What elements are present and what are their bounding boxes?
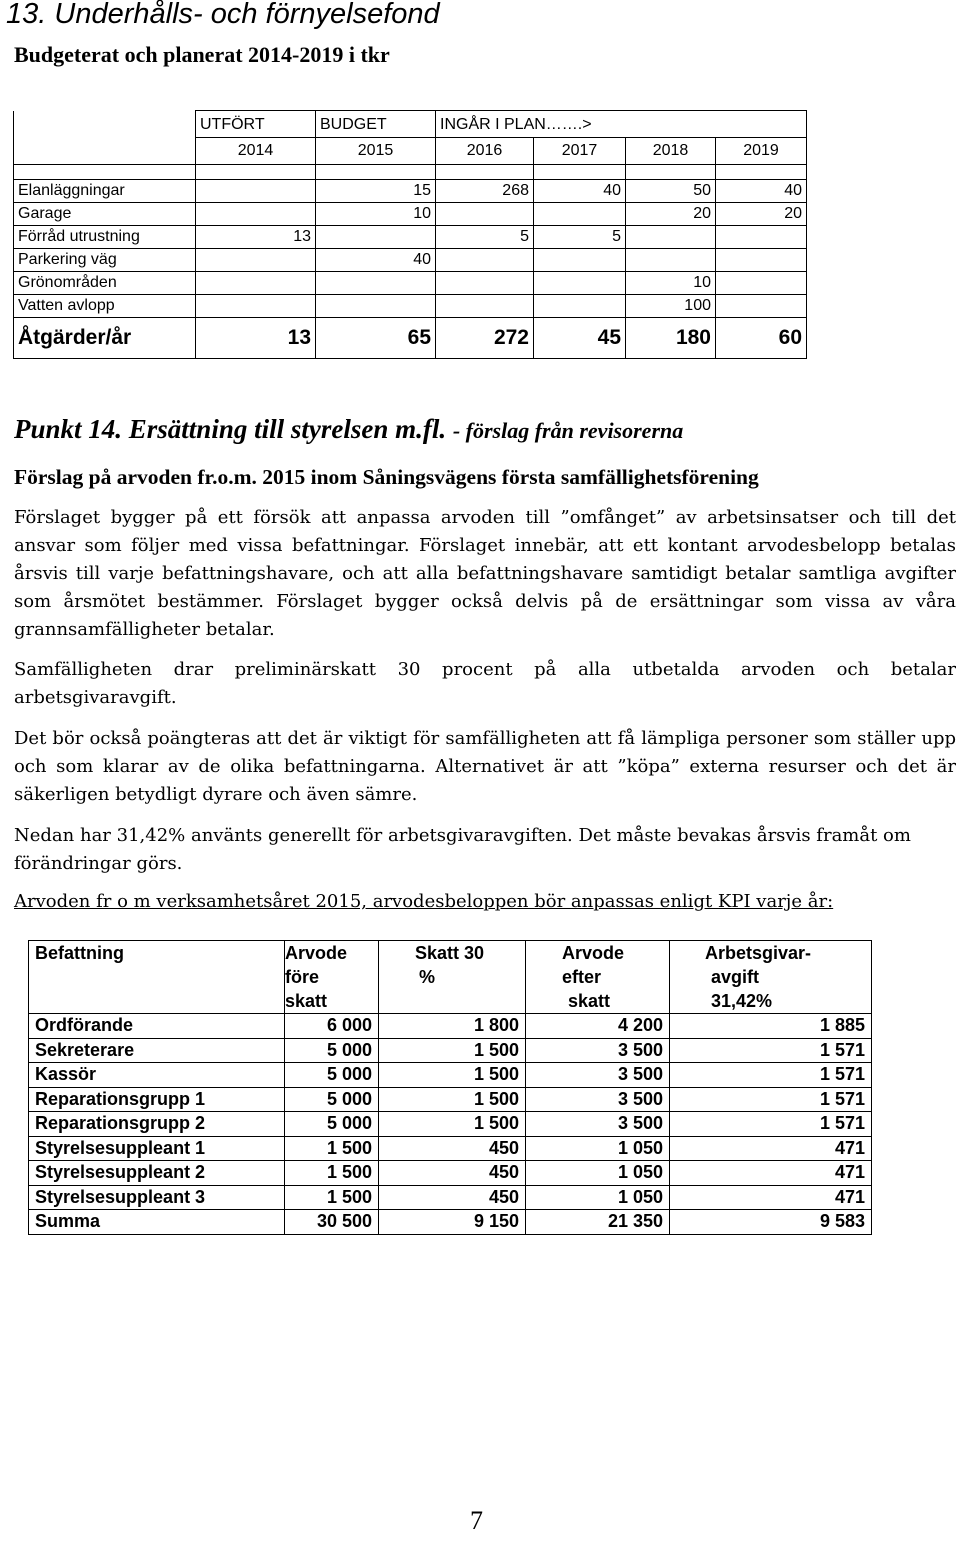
- fee-position: Styrelsesuppleant 2: [29, 1161, 285, 1186]
- budget-cell: [436, 295, 534, 318]
- fee-cell: 1 050: [526, 1161, 670, 1186]
- fee-position: Styrelsesuppleant 1: [29, 1136, 285, 1161]
- budget-cell: [196, 295, 316, 318]
- budget-cell: [316, 272, 436, 295]
- budget-row-label: Parkering väg: [14, 249, 196, 272]
- fee-cell: 6 000: [285, 1014, 379, 1039]
- fee-row: [29, 1014, 872, 1039]
- budget-cell: 180: [626, 318, 716, 359]
- fee-row: [29, 1087, 872, 1112]
- budget-row-label: Förråd utrustning: [14, 226, 196, 249]
- budget-cell: 65: [316, 318, 436, 359]
- budget-row: [14, 226, 807, 249]
- fee-header-line: Arbetsgivar-: [705, 943, 812, 963]
- fee-cell: 1 571: [670, 1087, 872, 1112]
- fee-cell: 5 000: [285, 1087, 379, 1112]
- fee-cell: 3 500: [526, 1087, 670, 1112]
- fee-cell: 1 500: [285, 1161, 379, 1186]
- fee-cell: 1 885: [670, 1014, 872, 1039]
- status-label: INGÅR I PLAN…….>: [436, 111, 807, 138]
- fee-cell: 1 500: [379, 1087, 526, 1112]
- budget-corner-cell: [14, 138, 196, 165]
- budget-cell: [316, 295, 436, 318]
- fee-cell: 1 500: [379, 1038, 526, 1063]
- fee-row: [29, 1112, 872, 1137]
- fee-position: Reparationsgrupp 2: [29, 1112, 285, 1137]
- punkt-title: Punkt 14. Ersättning till styrelsen m.fl.: [14, 414, 447, 444]
- fee-position: Sekreterare: [29, 1038, 285, 1063]
- fee-cell: 5 000: [285, 1063, 379, 1088]
- section-title: Underhålls- och förnyelsefond: [54, 0, 440, 30]
- budget-cell: 20: [716, 203, 807, 226]
- budget-cell: 40: [316, 249, 436, 272]
- paragraph-tax: Samfälligheten drar preliminärskatt 30 procent på alla utbetalda arvoden och betalar arbetsgivaravgift.: [14, 659, 956, 708]
- fee-position: Reparationsgrupp 1: [29, 1087, 285, 1112]
- year-header: 2016: [436, 138, 534, 165]
- budget-cell: [534, 272, 626, 295]
- budget-cell: 100: [626, 295, 716, 318]
- fee-cell: 1 050: [526, 1185, 670, 1210]
- budget-row: [14, 203, 807, 226]
- fee-cell: 1 500: [285, 1185, 379, 1210]
- budget-cell: [716, 226, 807, 249]
- fee-row: [29, 1161, 872, 1186]
- fee-position: Ordförande: [29, 1014, 285, 1039]
- fee-position: Styrelsesuppleant 3: [29, 1185, 285, 1210]
- budget-cell: [534, 295, 626, 318]
- budget-cell: [534, 249, 626, 272]
- budget-row: [14, 295, 807, 318]
- budget-row-label: Elanläggningar: [14, 180, 196, 203]
- fee-header-line: %: [419, 967, 436, 987]
- budget-cell: 272: [436, 318, 534, 359]
- paragraph-fee-intro: Arvoden fr o m verksamhetsåret 2015, arvodesbeloppen bör anpassas enligt KPI varje år:: [14, 891, 834, 912]
- budget-table: [13, 110, 807, 359]
- fee-header-line: skatt: [568, 991, 611, 1011]
- proposal-title: Förslag på arvoden fr.o.m. 2015 inom Såningsvägens första samfällighetsförening: [14, 465, 759, 489]
- fee-header-line: Skatt 30: [415, 943, 485, 963]
- fee-cell: 5 000: [285, 1038, 379, 1063]
- budget-cell: [196, 203, 316, 226]
- punkt-heading: [14, 414, 683, 445]
- budget-row-label: Vatten avlopp: [14, 295, 196, 318]
- budget-row-label: Garage: [14, 203, 196, 226]
- year-header: 2018: [626, 138, 716, 165]
- fee-cell: 450: [379, 1136, 526, 1161]
- fee-header-cell: [670, 941, 872, 1014]
- budget-cell: 15: [316, 180, 436, 203]
- page-number: 7: [470, 1506, 483, 1535]
- fee-cell: 1 050: [526, 1136, 670, 1161]
- budget-cell: [716, 249, 807, 272]
- fee-cell: 471: [670, 1185, 872, 1210]
- fee-table-body: [29, 941, 872, 1235]
- fee-row: [29, 1185, 872, 1210]
- fee-position: Kassör: [29, 1063, 285, 1088]
- fee-header-line: Arvode: [562, 943, 625, 963]
- budget-cell: [436, 249, 534, 272]
- budget-cell: [436, 203, 534, 226]
- budget-cell: [196, 180, 316, 203]
- fee-cell: 1 571: [670, 1063, 872, 1088]
- budget-status-row: [14, 111, 807, 138]
- fee-cell: 471: [670, 1161, 872, 1186]
- fee-table: [28, 940, 872, 1235]
- fee-cell: 5 000: [285, 1112, 379, 1137]
- budget-cell: 10: [316, 203, 436, 226]
- fee-cell: 9 583: [670, 1210, 872, 1235]
- fee-header-row: [29, 941, 872, 1014]
- fee-cell: 30 500: [285, 1210, 379, 1235]
- budget-cell: [626, 226, 716, 249]
- budget-cell: 5: [436, 226, 534, 249]
- budget-year-row: [14, 138, 807, 165]
- fee-header-cell: [285, 941, 379, 1014]
- paragraph-importance: Det bör också poängteras att det är viktigt för samfälligheten att få lämpliga personer som ställer upp och som klarar av de olika befattningarna. Alternativet är att ”köpa” externa resurser och det är säkerligen betydligt dyrare och även sämre.: [14, 728, 956, 805]
- fee-cell: 1 571: [670, 1112, 872, 1137]
- section-heading: [6, 0, 440, 31]
- budget-cell: 13: [196, 318, 316, 359]
- fee-header-cell: [29, 941, 285, 1014]
- fee-cell: 3 500: [526, 1063, 670, 1088]
- budget-total-row: [14, 318, 807, 359]
- year-header: 2014: [196, 138, 316, 165]
- budget-cell: 50: [626, 180, 716, 203]
- fee-cell: 4 200: [526, 1014, 670, 1039]
- fee-header-line: avgift: [711, 967, 760, 987]
- fee-header-cell: [379, 941, 526, 1014]
- fee-cell: 450: [379, 1161, 526, 1186]
- budget-spacer-row: [14, 165, 807, 180]
- budget-cell: [196, 272, 316, 295]
- budget-cell: 40: [716, 180, 807, 203]
- budget-cell: [716, 295, 807, 318]
- budget-cell: [626, 249, 716, 272]
- budget-cell: 13: [196, 226, 316, 249]
- budget-cell: 268: [436, 180, 534, 203]
- budget-cell: 20: [626, 203, 716, 226]
- fee-header-line: efter: [562, 967, 602, 987]
- budget-cell: 10: [626, 272, 716, 295]
- fee-header-line: före: [285, 967, 320, 987]
- budget-cell: 45: [534, 318, 626, 359]
- budget-cell: [436, 272, 534, 295]
- budget-cell: [316, 226, 436, 249]
- section-number: 13.: [6, 0, 47, 30]
- budget-row: [14, 272, 807, 295]
- budget-cell: 5: [534, 226, 626, 249]
- year-header: 2017: [534, 138, 626, 165]
- fee-cell: 9 150: [379, 1210, 526, 1235]
- fee-row: [29, 1136, 872, 1161]
- fee-cell: 1 800: [379, 1014, 526, 1039]
- budget-title: Budgeterat och planerat 2014-2019 i tkr: [14, 42, 390, 67]
- budget-row: [14, 249, 807, 272]
- budget-row-label: Grönområden: [14, 272, 196, 295]
- budget-cell: [716, 272, 807, 295]
- fee-header-line: Arvode: [285, 943, 348, 963]
- fee-row: [29, 1210, 872, 1235]
- year-header: 2019: [716, 138, 807, 165]
- fee-cell: 1 500: [379, 1063, 526, 1088]
- fee-cell: 1 500: [285, 1136, 379, 1161]
- fee-header-line: 31,42%: [711, 991, 773, 1011]
- fee-cell: 3 500: [526, 1038, 670, 1063]
- budget-cell: 60: [716, 318, 807, 359]
- fee-position: Summa: [29, 1210, 285, 1235]
- status-label: BUDGET: [316, 111, 436, 138]
- budget-row-label: Åtgärder/år: [14, 318, 196, 359]
- fee-header-line: skatt: [285, 991, 328, 1011]
- fee-row: [29, 1063, 872, 1088]
- status-label: UTFÖRT: [196, 111, 316, 138]
- paragraph-proposal: Förslaget bygger på ett försök att anpassa arvoden till ”omfånget” av arbetsinsatser och till det ansvar som följer med vissa befattningar. Förslaget innebär, att ett kontant arvodesbelopp betalas årsvis till varje befattningshavare, och att alla befattningshavare samtidigt betalar samtliga avgifter som årsmötet bestämmer. Förslaget bygger också delvis på de ersättningar som vissa av våra grannsamfälligheter betalar.: [14, 507, 956, 640]
- fee-header-cell: [526, 941, 670, 1014]
- punkt-subtitle: - förslag från revisorerna: [452, 418, 684, 443]
- budget-cell: 40: [534, 180, 626, 203]
- fee-cell: 471: [670, 1136, 872, 1161]
- fee-cell: 3 500: [526, 1112, 670, 1137]
- budget-corner-cell: [14, 111, 196, 138]
- paragraph-employer-fee: Nedan har 31,42% använts generellt för arbetsgivaravgiften. Det måste bevakas årsvis framåt om förändringar görs.: [14, 825, 911, 874]
- fee-cell: 1 571: [670, 1038, 872, 1063]
- budget-row: [14, 180, 807, 203]
- budget-cell: [196, 249, 316, 272]
- year-header: 2015: [316, 138, 436, 165]
- fee-cell: 450: [379, 1185, 526, 1210]
- budget-cell: [534, 203, 626, 226]
- fee-cell: 1 500: [379, 1112, 526, 1137]
- budget-table-body: [14, 111, 807, 359]
- fee-header-line: Befattning: [35, 943, 124, 963]
- fee-cell: 21 350: [526, 1210, 670, 1235]
- fee-row: [29, 1038, 872, 1063]
